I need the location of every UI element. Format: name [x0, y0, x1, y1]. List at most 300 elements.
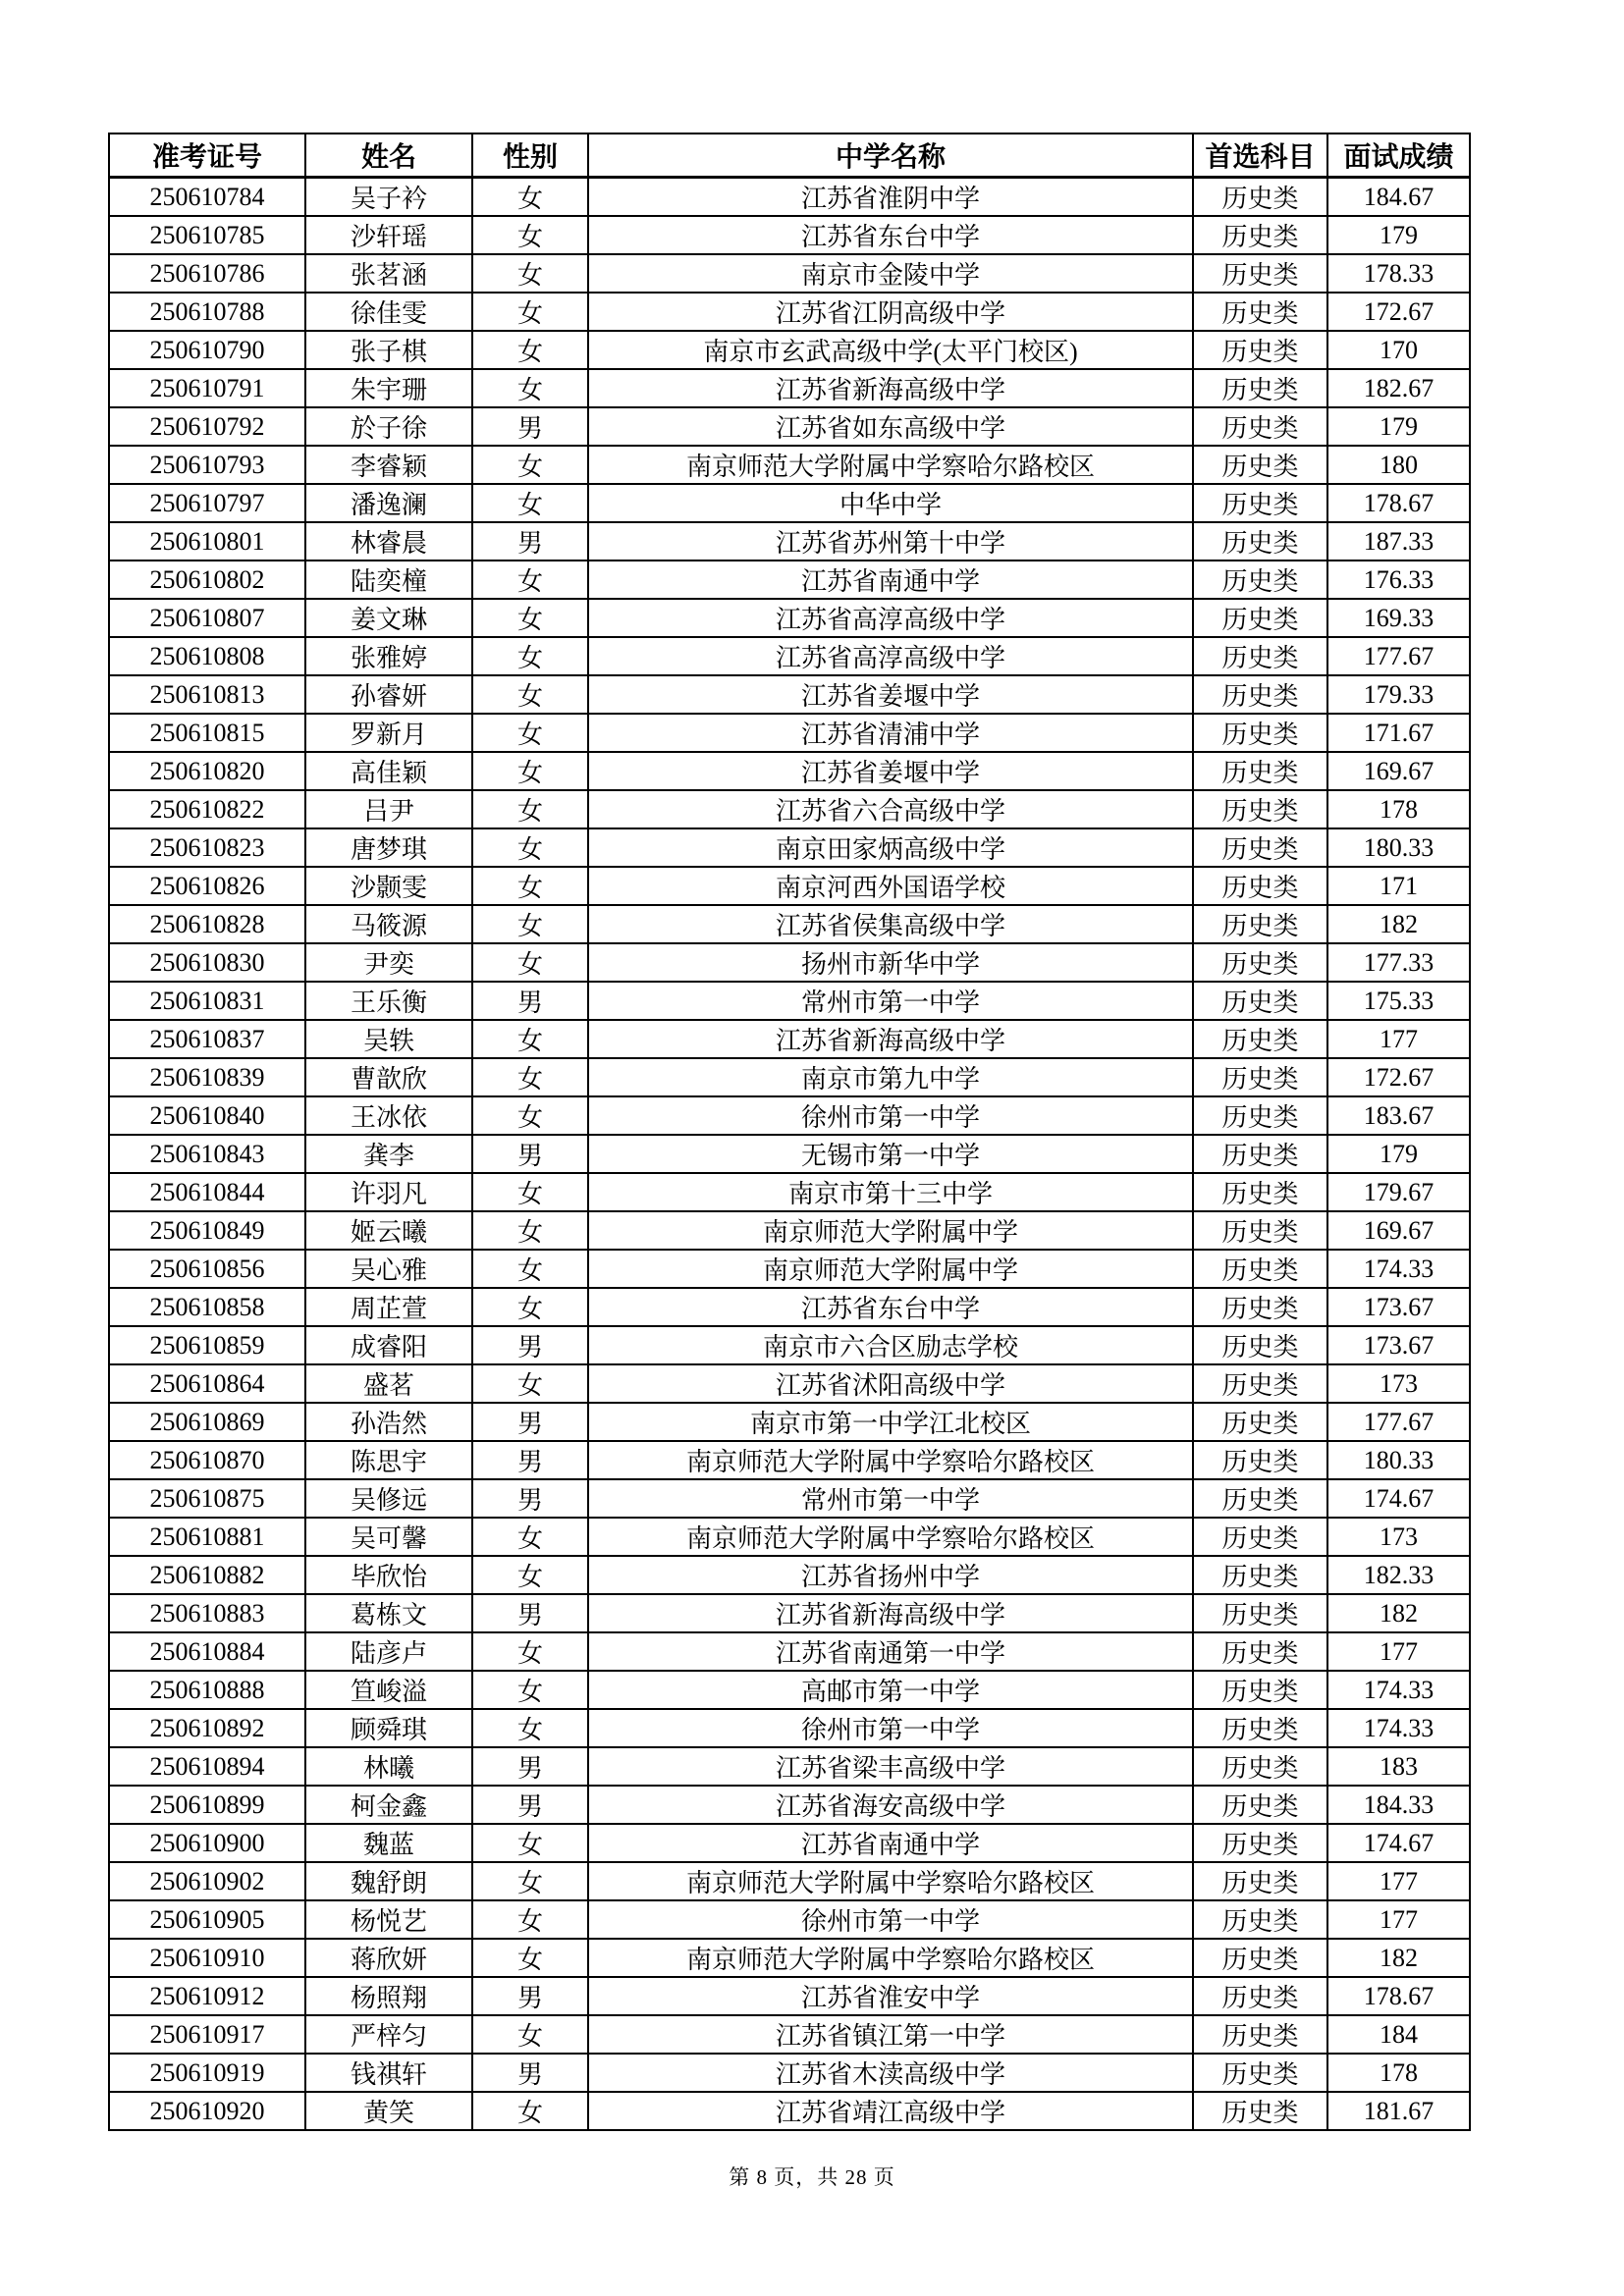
cell-name: 黄笑 — [305, 2092, 472, 2130]
cell-score: 181.67 — [1327, 2092, 1470, 2130]
cell-ticket-number: 250610831 — [109, 982, 305, 1020]
cell-ticket-number: 250610905 — [109, 1900, 305, 1939]
cell-name: 柯金鑫 — [305, 1786, 472, 1824]
cell-score: 180.33 — [1327, 1441, 1470, 1479]
cell-subject: 历史类 — [1193, 2054, 1327, 2092]
table-row — [109, 1211, 1470, 1250]
cell-name: 吴修远 — [305, 1479, 472, 1518]
cell-name: 张茗涵 — [305, 254, 472, 293]
cell-name: 魏舒朗 — [305, 1862, 472, 1900]
cell-school-name: 江苏省木渎高级中学 — [588, 2054, 1193, 2092]
cell-name: 王乐衡 — [305, 982, 472, 1020]
cell-score: 180 — [1327, 446, 1470, 484]
cell-school-name: 南京师范大学附属中学察哈尔路校区 — [588, 1441, 1193, 1479]
cell-school-name: 徐州市第一中学 — [588, 1709, 1193, 1747]
cell-name: 吕尹 — [305, 790, 472, 828]
cell-subject: 历史类 — [1193, 790, 1327, 828]
cell-name: 高佳颖 — [305, 752, 472, 790]
cell-subject: 历史类 — [1193, 446, 1327, 484]
cell-school-name: 高邮市第一中学 — [588, 1671, 1193, 1709]
cell-subject: 历史类 — [1193, 1594, 1327, 1632]
cell-name: 许羽凡 — [305, 1173, 472, 1211]
cell-name: 顾舜琪 — [305, 1709, 472, 1747]
cell-name: 於子徐 — [305, 407, 472, 446]
cell-gender: 男 — [472, 1786, 588, 1824]
cell-gender: 女 — [472, 1518, 588, 1556]
cell-score: 182 — [1327, 1594, 1470, 1632]
cell-school-name: 江苏省扬州中学 — [588, 1556, 1193, 1594]
cell-name: 李睿颖 — [305, 446, 472, 484]
cell-subject: 历史类 — [1193, 1403, 1327, 1441]
cell-ticket-number: 250610917 — [109, 2015, 305, 2054]
cell-school-name: 江苏省靖江高级中学 — [588, 2092, 1193, 2130]
cell-gender: 女 — [472, 1020, 588, 1058]
cell-gender: 女 — [472, 1058, 588, 1096]
cell-subject: 历史类 — [1193, 905, 1327, 943]
cell-school-name: 江苏省姜堰中学 — [588, 752, 1193, 790]
cell-gender: 女 — [472, 178, 588, 217]
cell-score: 182 — [1327, 905, 1470, 943]
cell-name: 吴心雅 — [305, 1250, 472, 1288]
cell-name: 蒋欣妍 — [305, 1939, 472, 1977]
cell-ticket-number: 250610894 — [109, 1747, 305, 1786]
cell-subject: 历史类 — [1193, 1135, 1327, 1173]
cell-school-name: 江苏省东台中学 — [588, 1288, 1193, 1326]
cell-name: 吴轶 — [305, 1020, 472, 1058]
cell-score: 170 — [1327, 331, 1470, 369]
cell-score: 179 — [1327, 216, 1470, 254]
table-row — [109, 1020, 1470, 1058]
cell-ticket-number: 250610785 — [109, 216, 305, 254]
cell-ticket-number: 250610790 — [109, 331, 305, 369]
cell-subject: 历史类 — [1193, 331, 1327, 369]
table-row — [109, 1709, 1470, 1747]
cell-subject: 历史类 — [1193, 599, 1327, 637]
cell-ticket-number: 250610864 — [109, 1364, 305, 1403]
cell-ticket-number: 250610858 — [109, 1288, 305, 1326]
cell-ticket-number: 250610784 — [109, 178, 305, 217]
cell-subject: 历史类 — [1193, 714, 1327, 752]
table-row — [109, 1518, 1470, 1556]
table-row — [109, 254, 1470, 293]
cell-gender: 女 — [472, 1288, 588, 1326]
cell-gender: 男 — [472, 1977, 588, 2015]
cell-school-name: 南京师范大学附属中学察哈尔路校区 — [588, 1862, 1193, 1900]
cell-ticket-number: 250610823 — [109, 828, 305, 867]
cell-score: 177 — [1327, 1020, 1470, 1058]
cell-score: 179.67 — [1327, 1173, 1470, 1211]
cell-school-name: 南京师范大学附属中学察哈尔路校区 — [588, 446, 1193, 484]
cell-gender: 女 — [472, 561, 588, 599]
cell-subject: 历史类 — [1193, 2092, 1327, 2130]
cell-ticket-number: 250610807 — [109, 599, 305, 637]
table-row — [109, 522, 1470, 561]
cell-gender: 女 — [472, 2092, 588, 2130]
cell-name: 周芷萱 — [305, 1288, 472, 1326]
cell-score: 182.67 — [1327, 369, 1470, 407]
table-row — [109, 1288, 1470, 1326]
table-row — [109, 1900, 1470, 1939]
cell-subject: 历史类 — [1193, 1441, 1327, 1479]
cell-gender: 女 — [472, 1364, 588, 1403]
cell-gender: 女 — [472, 1173, 588, 1211]
cell-school-name: 常州市第一中学 — [588, 982, 1193, 1020]
cell-ticket-number: 250610910 — [109, 1939, 305, 1977]
cell-school-name: 江苏省高淳高级中学 — [588, 599, 1193, 637]
cell-score: 179 — [1327, 407, 1470, 446]
column-header-subject: 首选科目 — [1193, 133, 1327, 178]
cell-subject: 历史类 — [1193, 1939, 1327, 1977]
cell-school-name: 南京市第一中学江北校区 — [588, 1403, 1193, 1441]
cell-gender: 男 — [472, 407, 588, 446]
cell-gender: 女 — [472, 943, 588, 982]
cell-school-name: 无锡市第一中学 — [588, 1135, 1193, 1173]
cell-gender: 女 — [472, 867, 588, 905]
table-row — [109, 1977, 1470, 2015]
cell-score: 173 — [1327, 1518, 1470, 1556]
cell-subject: 历史类 — [1193, 1747, 1327, 1786]
cell-name: 成睿阳 — [305, 1326, 472, 1364]
cell-score: 178 — [1327, 2054, 1470, 2092]
cell-gender: 女 — [472, 1939, 588, 1977]
cell-gender: 女 — [472, 1556, 588, 1594]
table-row — [109, 1747, 1470, 1786]
column-header-score: 面试成绩 — [1327, 133, 1470, 178]
cell-name: 葛栋文 — [305, 1594, 472, 1632]
cell-score: 184.33 — [1327, 1786, 1470, 1824]
table-row — [109, 1479, 1470, 1518]
cell-gender: 女 — [472, 1671, 588, 1709]
cell-ticket-number: 250610837 — [109, 1020, 305, 1058]
cell-subject: 历史类 — [1193, 1977, 1327, 2015]
cell-ticket-number: 250610912 — [109, 1977, 305, 2015]
cell-score: 184.67 — [1327, 178, 1470, 217]
cell-ticket-number: 250610919 — [109, 2054, 305, 2092]
cell-school-name: 江苏省六合高级中学 — [588, 790, 1193, 828]
cell-school-name: 南京市第九中学 — [588, 1058, 1193, 1096]
cell-school-name: 江苏省姜堰中学 — [588, 675, 1193, 714]
cell-name: 张子棋 — [305, 331, 472, 369]
results-table — [108, 133, 1471, 2131]
cell-school-name: 南京市玄武高级中学(太平门校区) — [588, 331, 1193, 369]
cell-score: 178 — [1327, 790, 1470, 828]
cell-ticket-number: 250610797 — [109, 484, 305, 522]
cell-school-name: 江苏省镇江第一中学 — [588, 2015, 1193, 2054]
cell-name: 潘逸澜 — [305, 484, 472, 522]
cell-subject: 历史类 — [1193, 1173, 1327, 1211]
table-row — [109, 905, 1470, 943]
cell-subject: 历史类 — [1193, 637, 1327, 675]
cell-school-name: 江苏省清浦中学 — [588, 714, 1193, 752]
cell-ticket-number: 250610902 — [109, 1862, 305, 1900]
table-row — [109, 828, 1470, 867]
cell-school-name: 南京市第十三中学 — [588, 1173, 1193, 1211]
table-row — [109, 216, 1470, 254]
cell-ticket-number: 250610788 — [109, 293, 305, 331]
cell-gender: 男 — [472, 2054, 588, 2092]
cell-school-name: 南京师范大学附属中学 — [588, 1250, 1193, 1288]
cell-subject: 历史类 — [1193, 407, 1327, 446]
cell-name: 孙睿妍 — [305, 675, 472, 714]
cell-gender: 女 — [472, 1900, 588, 1939]
cell-subject: 历史类 — [1193, 752, 1327, 790]
table-row — [109, 867, 1470, 905]
cell-score: 177 — [1327, 1900, 1470, 1939]
cell-school-name: 江苏省沭阳高级中学 — [588, 1364, 1193, 1403]
cell-ticket-number: 250610920 — [109, 2092, 305, 2130]
table-row — [109, 446, 1470, 484]
cell-ticket-number: 250610888 — [109, 1671, 305, 1709]
cell-gender: 女 — [472, 1824, 588, 1862]
table-row — [109, 331, 1470, 369]
table-row — [109, 599, 1470, 637]
cell-school-name: 江苏省新海高级中学 — [588, 1020, 1193, 1058]
cell-school-name: 南京田家炳高级中学 — [588, 828, 1193, 867]
table-row — [109, 1632, 1470, 1671]
table-row — [109, 1403, 1470, 1441]
cell-school-name: 江苏省东台中学 — [588, 216, 1193, 254]
cell-gender: 男 — [472, 1326, 588, 1364]
cell-name: 沙颢雯 — [305, 867, 472, 905]
cell-school-name: 江苏省淮安中学 — [588, 1977, 1193, 2015]
table-row — [109, 1250, 1470, 1288]
cell-score: 183.67 — [1327, 1096, 1470, 1135]
cell-name: 盛茗 — [305, 1364, 472, 1403]
cell-gender: 男 — [472, 1403, 588, 1441]
cell-school-name: 江苏省如东高级中学 — [588, 407, 1193, 446]
cell-subject: 历史类 — [1193, 178, 1327, 217]
cell-name: 钱祺轩 — [305, 2054, 472, 2092]
cell-gender: 女 — [472, 1632, 588, 1671]
cell-subject: 历史类 — [1193, 522, 1327, 561]
cell-subject: 历史类 — [1193, 675, 1327, 714]
cell-ticket-number: 250610859 — [109, 1326, 305, 1364]
cell-gender: 男 — [472, 1441, 588, 1479]
cell-score: 173.67 — [1327, 1288, 1470, 1326]
table-row — [109, 2015, 1470, 2054]
cell-school-name: 南京河西外国语学校 — [588, 867, 1193, 905]
cell-subject: 历史类 — [1193, 828, 1327, 867]
cell-gender: 女 — [472, 1862, 588, 1900]
cell-score: 169.67 — [1327, 752, 1470, 790]
cell-ticket-number: 250610881 — [109, 1518, 305, 1556]
table-row — [109, 675, 1470, 714]
cell-gender: 女 — [472, 1211, 588, 1250]
table-row — [109, 1096, 1470, 1135]
column-header-ticket-number: 准考证号 — [109, 133, 305, 178]
cell-subject: 历史类 — [1193, 1709, 1327, 1747]
cell-gender: 女 — [472, 369, 588, 407]
cell-score: 177.33 — [1327, 943, 1470, 982]
cell-name: 龚李 — [305, 1135, 472, 1173]
cell-ticket-number: 250610822 — [109, 790, 305, 828]
table-row — [109, 637, 1470, 675]
cell-gender: 女 — [472, 293, 588, 331]
cell-school-name: 徐州市第一中学 — [588, 1096, 1193, 1135]
cell-subject: 历史类 — [1193, 1288, 1327, 1326]
cell-gender: 男 — [472, 1594, 588, 1632]
cell-score: 172.67 — [1327, 1058, 1470, 1096]
table-row — [109, 790, 1470, 828]
table-row — [109, 1786, 1470, 1824]
cell-subject: 历史类 — [1193, 369, 1327, 407]
cell-gender: 女 — [472, 1709, 588, 1747]
cell-gender: 男 — [472, 1479, 588, 1518]
cell-score: 174.67 — [1327, 1479, 1470, 1518]
cell-ticket-number: 250610892 — [109, 1709, 305, 1747]
cell-name: 朱宇珊 — [305, 369, 472, 407]
cell-name: 马筱源 — [305, 905, 472, 943]
table-row — [109, 2092, 1470, 2130]
cell-school-name: 江苏省淮阴中学 — [588, 178, 1193, 217]
cell-name: 曹歆欣 — [305, 1058, 472, 1096]
cell-score: 169.67 — [1327, 1211, 1470, 1250]
page-number-footer: 第 8 页，共 28 页 — [729, 2165, 895, 2189]
cell-ticket-number: 250610843 — [109, 1135, 305, 1173]
cell-school-name: 江苏省新海高级中学 — [588, 1594, 1193, 1632]
table-row — [109, 1326, 1470, 1364]
cell-score: 171 — [1327, 867, 1470, 905]
cell-ticket-number: 250610791 — [109, 369, 305, 407]
cell-subject: 历史类 — [1193, 1671, 1327, 1709]
cell-name: 沙轩瑶 — [305, 216, 472, 254]
cell-school-name: 南京师范大学附属中学 — [588, 1211, 1193, 1250]
cell-subject: 历史类 — [1193, 982, 1327, 1020]
cell-ticket-number: 250610856 — [109, 1250, 305, 1288]
table-row — [109, 1824, 1470, 1862]
cell-name: 魏蓝 — [305, 1824, 472, 1862]
cell-subject: 历史类 — [1193, 2015, 1327, 2054]
cell-score: 174.33 — [1327, 1250, 1470, 1288]
cell-score: 182.33 — [1327, 1556, 1470, 1594]
table-row — [109, 178, 1470, 217]
table-row — [109, 2054, 1470, 2092]
column-header-gender: 性别 — [472, 133, 588, 178]
cell-subject: 历史类 — [1193, 1862, 1327, 1900]
cell-gender: 女 — [472, 484, 588, 522]
table-row — [109, 714, 1470, 752]
cell-ticket-number: 250610786 — [109, 254, 305, 293]
cell-subject: 历史类 — [1193, 1786, 1327, 1824]
cell-score: 177 — [1327, 1632, 1470, 1671]
cell-name: 陆彦卢 — [305, 1632, 472, 1671]
cell-school-name: 常州市第一中学 — [588, 1479, 1193, 1518]
cell-subject: 历史类 — [1193, 867, 1327, 905]
cell-name: 严梓匀 — [305, 2015, 472, 2054]
cell-name: 林曦 — [305, 1747, 472, 1786]
table-header-row — [109, 133, 1470, 178]
cell-score: 178.33 — [1327, 254, 1470, 293]
table-row — [109, 1058, 1470, 1096]
cell-subject: 历史类 — [1193, 1326, 1327, 1364]
cell-school-name: 扬州市新华中学 — [588, 943, 1193, 982]
cell-gender: 女 — [472, 828, 588, 867]
cell-subject: 历史类 — [1193, 943, 1327, 982]
cell-score: 174.33 — [1327, 1709, 1470, 1747]
cell-school-name: 南京市六合区励志学校 — [588, 1326, 1193, 1364]
cell-school-name: 中华中学 — [588, 484, 1193, 522]
cell-school-name: 江苏省江阴高级中学 — [588, 293, 1193, 331]
table-row — [109, 1671, 1470, 1709]
cell-ticket-number: 250610882 — [109, 1556, 305, 1594]
cell-score: 173.67 — [1327, 1326, 1470, 1364]
table-row — [109, 1364, 1470, 1403]
cell-gender: 女 — [472, 599, 588, 637]
cell-name: 徐佳雯 — [305, 293, 472, 331]
cell-ticket-number: 250610830 — [109, 943, 305, 982]
cell-ticket-number: 250610883 — [109, 1594, 305, 1632]
cell-name: 罗新月 — [305, 714, 472, 752]
cell-school-name: 徐州市第一中学 — [588, 1900, 1193, 1939]
cell-name: 杨照翔 — [305, 1977, 472, 2015]
cell-subject: 历史类 — [1193, 1058, 1327, 1096]
table-row — [109, 293, 1470, 331]
cell-name: 唐梦琪 — [305, 828, 472, 867]
cell-ticket-number: 250610900 — [109, 1824, 305, 1862]
table-row — [109, 561, 1470, 599]
cell-gender: 女 — [472, 675, 588, 714]
cell-score: 177.67 — [1327, 1403, 1470, 1441]
cell-ticket-number: 250610802 — [109, 561, 305, 599]
cell-school-name: 江苏省南通中学 — [588, 1824, 1193, 1862]
cell-ticket-number: 250610849 — [109, 1211, 305, 1250]
cell-subject: 历史类 — [1193, 484, 1327, 522]
cell-subject: 历史类 — [1193, 1556, 1327, 1594]
cell-subject: 历史类 — [1193, 1824, 1327, 1862]
table-row — [109, 943, 1470, 982]
cell-score: 175.33 — [1327, 982, 1470, 1020]
cell-subject: 历史类 — [1193, 1632, 1327, 1671]
cell-gender: 女 — [472, 1250, 588, 1288]
cell-score: 180.33 — [1327, 828, 1470, 867]
cell-name: 王冰依 — [305, 1096, 472, 1135]
cell-name: 张雅婷 — [305, 637, 472, 675]
cell-ticket-number: 250610828 — [109, 905, 305, 943]
table-row — [109, 982, 1470, 1020]
cell-score: 179.33 — [1327, 675, 1470, 714]
cell-score: 171.67 — [1327, 714, 1470, 752]
cell-score: 183 — [1327, 1747, 1470, 1786]
cell-name: 姬云曦 — [305, 1211, 472, 1250]
cell-score: 169.33 — [1327, 599, 1470, 637]
cell-gender: 女 — [472, 331, 588, 369]
cell-school-name: 江苏省侯集高级中学 — [588, 905, 1193, 943]
cell-subject: 历史类 — [1193, 1364, 1327, 1403]
column-header-name: 姓名 — [305, 133, 472, 178]
cell-gender: 女 — [472, 637, 588, 675]
cell-ticket-number: 250610813 — [109, 675, 305, 714]
cell-score: 177.67 — [1327, 637, 1470, 675]
cell-school-name: 江苏省高淳高级中学 — [588, 637, 1193, 675]
cell-gender: 女 — [472, 790, 588, 828]
cell-subject: 历史类 — [1193, 1518, 1327, 1556]
cell-score: 178.67 — [1327, 484, 1470, 522]
cell-subject: 历史类 — [1193, 216, 1327, 254]
table-row — [109, 1135, 1470, 1173]
cell-school-name: 江苏省南通第一中学 — [588, 1632, 1193, 1671]
cell-gender: 男 — [472, 1747, 588, 1786]
column-header-school-name: 中学名称 — [588, 133, 1193, 178]
cell-ticket-number: 250610815 — [109, 714, 305, 752]
cell-score: 177 — [1327, 1862, 1470, 1900]
cell-gender: 女 — [472, 446, 588, 484]
cell-score: 178.67 — [1327, 1977, 1470, 2015]
cell-score: 172.67 — [1327, 293, 1470, 331]
cell-name: 笪峻溢 — [305, 1671, 472, 1709]
table-row — [109, 1862, 1470, 1900]
cell-gender: 女 — [472, 216, 588, 254]
cell-ticket-number: 250610808 — [109, 637, 305, 675]
